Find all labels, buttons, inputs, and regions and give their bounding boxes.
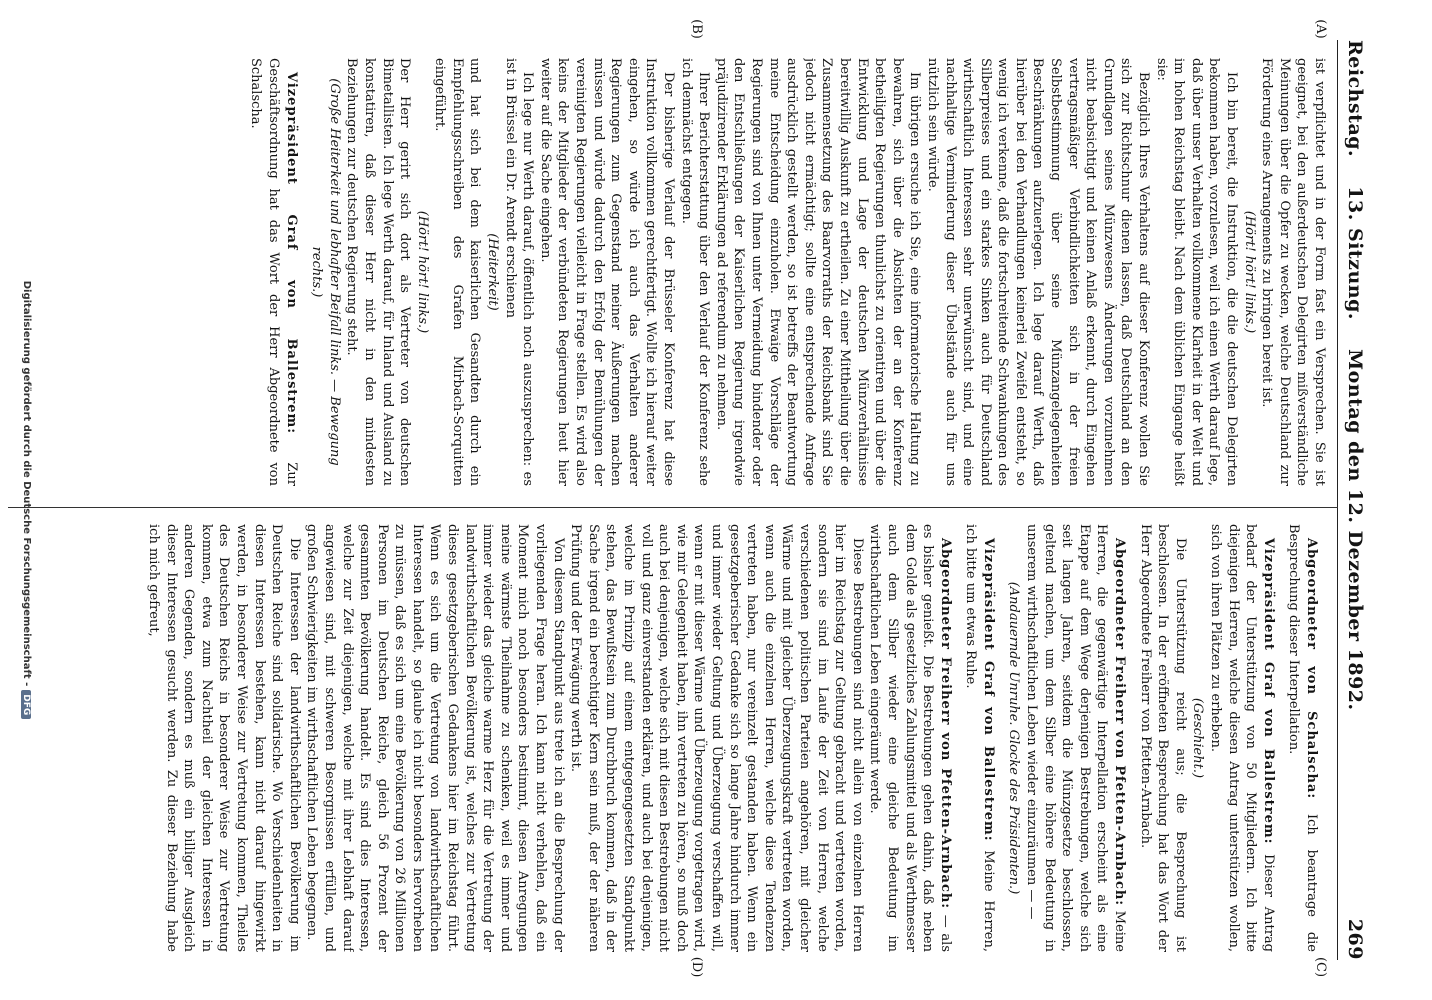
running-head-date: Montag den 12. Dezember 1892. [1344,349,1366,711]
stage-direction: (Große Heiterkeit und lebhafter Beifall links. — Bewegung rechts.) [309,78,342,466]
speaker-name: Vizepräsident Graf von Ballestrem: [980,538,996,842]
left-column [6,58,1328,486]
speech-paragraph [1206,524,1276,952]
body-paragraph: Ihrer Berichterstattung über den Verlauf der Konferenz sehe ich demnächst entgegen. [678,58,712,486]
body-paragraph: und hat sich bei dem kaiserlichen Gesandten durch ein Empfehlungsschreiben des Grafen Mirbach-Sorquitten eingeführt. [432,58,483,486]
body-paragraph: ist verpflichtet und in der Form fast ein Versprechen. Sie ist geeignet, bei den außerdeutschen Delegirten mißverständliche Meinungen über die Opfer zu wecken, welche Deutschland zur Förderung eines Arrangements zu bringen bereit ist. [1259,58,1327,486]
speech-paragraph [866,524,954,952]
speech-text: Meine Herren, die gegenwärtige Interpellation erscheint als eine Etappe auf dem Wege derjenigen Bestrebungen, welche sich seit langen Jahren, seitdem die Münzgesetze beschlossen, geltend machen, um dem Silber eine höhere Bedeutung in unserem wirthschaftlichen Leben wieder einzuräumen — — [1024,524,1128,952]
margin-mark-d: (D) [689,956,704,978]
body-paragraph: Ich lege nur Werth darauf, öffentlich noch auszusprechen: es ist in Brüssel ein Dr. Arendt erschienen [502,58,536,486]
stage-direction: (Heiterkeit) [485,233,501,311]
running-head-session: 13. Sitzung. [1344,186,1366,320]
speech-text: Ich beantrage die Besprechung dieser Interpellation. [1286,524,1319,952]
margin-mark-a: (A) [1313,19,1328,39]
speech-paragraph [962,524,997,952]
body-paragraph: Im übrigen ersuche ich Sie, eine informatorische Haltung zu bewahren, sich über die Absichten der an der Konferenz betheiligten Regierungen thunlichst zu orientiren und über die Entwicklung und Lage der deutschen Münzverhältnisse bereitwillig Auskunft zu ertheilen. Zu einer Mittheilung über die Zusammensetzung des Baarvorraths der Reichsbank sind Sie jedoch nicht ermächtigt; sollte eine entsprechende Anfrage ausdrücklich gestellt werden, so ist betreffs der Beantwortung meine Entscheidung einzuholen. Etwaige Vorschläge der Regierungen sind von Ihnen unter Vermeidung bindender oder den Entschließungen der Kaiserlichen Regierung irgendwie präjudizirender Erklärungen ad referendum zu nehmen. [713,58,923,486]
running-head [1342,40,1368,960]
body-paragraph: Der bisherige Verlauf der Brüsseler Konferenz hat diese Instruktion vollkommen gerechtfertigt. Wollte ich hierauf weiter eingehen, so würde ich auch das Verhalten anderer Regierungen zum Gegenstand meiner Äußerungen machen müssen und würde dadurch den Erfolg der Bemühungen der vereinigten Regierungen vielleicht in Frage stellen. Es wird also keins der Mitglieder der verbündeten Regierungen heut hier weiter auf die Sache eingehen. [537,58,677,486]
body-paragraph: Bezüglich Ihres Verhaltens auf dieser Konferenz wollen Sie sich zur Richtschnur dienen lassen, daß Deutschland an den Grundlagen seines Münzwesens Änderungen vorzunehmen nicht beabsichtigt und keinen Anlaß erkennt, durch Eingehen vertragsmäßiger Verbindlichkeiten sich in der freien Selbstbestimmung über seine Münzangelegenheiten Beschränkungen aufzuerlegen. Ich lege darauf Werth, daß hierüber bei den Verhandlungen keinerlei Zweifel entsteht, so wenig ich verkenne, daß die fortschreitende Schwankungen des Silberpreises und ein starkes Sinken auch für Deutschland wirthschaftlich Interessen sehr unerwünscht sind, und eine nachhaltige Verminderung dieser Übelstände auch für uns nützlich sein würde. [924,58,1152,486]
stage-direction: (Hört! hört! links.) [1241,210,1257,334]
body-paragraph: Der Herr gerirt sich dort als Vertreter von deutschen Bimetallisten. Ich lege Werth darauf, für Inland und Ausland zu konstatiren, daß dieser Herr nicht in den mindesten Beziehungen zur deutschen Regierung steht. [344,58,413,486]
stage-direction: (Hört! hört! links.) [414,210,430,334]
speech-text: Dieser Antrag bedarf der Unterstützung von 50 Mitgliedern. Ich bitte diejenigen Herren, welche diesen Antrag unterstützen wollen, sich von ihren Plätzen zu erheben. [1208,524,1276,952]
column-divider [8,507,1338,508]
dfg-logo: DFG [21,690,31,719]
running-head-title: Reichstag. [1344,40,1366,158]
speaker-name: Vizepräsident Graf von Ballestrem: [283,72,299,435]
speaker-name: Abgeordneter Freiherr von Pfetten-Arnbach: [1112,538,1128,907]
speaker-name: Abgeordneter Freiherr von Pfetten-Arnbach: [937,538,953,910]
body-paragraph: Diese Bestrebungen sind nicht allein von einzelnen Herren hier im Reichstag zur Geltung gebracht und vertreten worden, sondern sie sind im Laufe der Zeit von Herren, welche verschiedenen politischen Parteien angehören, mit gleicher Wärme und mit gleicher Überzeugungskraft vertreten worden, wenn auch die einzelnen Herren, welche diese Tendenzen vertreten haben, nur vereinzelt gestanden haben. Wenn ein gesetzgeberischer Gedanke sich so lange Jahre hindurch immer und immer wieder Geltung und Überzeugung verschaffen will, wenn er mit dieser Wärme und Überzeugung vorgetragen wird, wie mir Gelegenheit haben, ihn vertreten zu hören, so muß doch auch bei denjenigen, welche sich mit diesen Bestrebungen nicht voll und ganz einverstanden erklären, und auch bei denjenigen, welche im Prinzip auf einem entgegengesetzten Standpunkt stehen, das Bewußtsein zum Durchbruch kommen, daß in der Sache irgend ein berechtigter Kern sein muß, der der näheren Prüfung und der Erwägung werth ist. [568,524,865,952]
header-rule [1337,40,1338,960]
credit-text: Digitalisierung gefördert durch die Deutsche Forschungsgemeinschaft - [21,280,32,687]
speech-paragraph [1023,524,1129,952]
margin-mark-c: (C) [1313,956,1328,978]
digitization-credit [21,36,32,964]
stage-direction: (Andauernde Unruhe. Glocke des Präsidenten.) [1006,581,1022,895]
body-paragraph: Die Interessen der landwirthschaftlichen Bevölkerung im Deutschen Reiche sind solidarische. Wo Verschiedenheiten in diesen Interessen bestehen, kann nicht darauf hingewirkt werden, in besonderer Weise zur Vertretung kommen, Theiles des Deutschen Reichs in besonderer Weise zur Vertretung kommen, etwa zum Nachtheil der gleichen Interessen in anderen Gegenden, sondern es muß ein billiger Ausgleich dieser Interessen gesucht werden. Zu dieser Beziehung habe ich mich gefreut, [146,524,302,952]
page-number: 269 [1344,918,1366,960]
stage-direction: (Geschieht.) [1190,697,1206,779]
speech-text: — als es bisher genießt. Die Bestrebungen gehen dahin, daß neben dem Golde als gesetzliches Zahlungsmittel und als Werthmesser auch dem Silber wieder eine gleiche Bedeutung im wirthschaftlichen Leben eingeräumt werde. [867,524,953,952]
speaker-name: Vizepräsident Graf von Ballestrem: [1260,538,1276,845]
right-column [6,524,1328,952]
body-paragraph: Von diesem Standpunkt aus trete ich an die Besprechung der vorliegenden Frage heran. Ich kann nicht verhehlen, daß ein Moment mich noch besonders bestimmt, diesen Anregungen meine wärmste Theilnahme zu schenken, weil es immer und immer wieder das gleiche warme Herz für die Vertretung der landwirthschaftlichen Bevölkerung ist, welches zur Vertretung dieses gesetzgeberischen Gedankens hier im Reichstag führt. Wenn es sich um die Vertretung von landwirthschaftlichen Interessen handelt, so glaube ich nicht besonders hervorheben zu müssen, daß es sich um eine Bevölkerung von 26 Millionen Personen im Deutschen Reiche, gleich 56 Prozent der gesammten Bevölkerung handelt. Es sind dies Interessen, welche zur Zeit diejenigen, welche mit ihrer Lebhaft darauf angewiesen sind, mit schweren Besorgnissen erfüllen, und großen Schwierigkeiten im wirthschaftlichen Leben begegnen. [304,524,566,952]
speech-paragraph [247,58,300,486]
body-paragraph: Ich bin bereit, die Instruktion, die die deutschen Delegirten bekommen haben, vorzulesen, weil ich einen Werth darauf lege, daß über unser Verhalten vollkommene Klarheit in der Welt und im hohen Reichstag bleibt. Nach dem üblichen Eingange heißt sie: [1153,58,1240,486]
speech-text: Zur Geschäftsordnung hat das Wort der Herr Abgeordnete von Schalscha. [248,58,299,486]
running-head-left [1342,40,1368,733]
speech-paragraph [1285,524,1320,952]
speech-text: Meine Herren, ich bitte um etwas Ruhe. [963,524,996,952]
speaker-name: Abgeordneter von Schalscha: [1304,538,1319,800]
body-paragraph: Die Unterstützung reicht aus; die Besprechung ist beschlossen. In der eröffneten Besprechung hat das Wort der Herr Abgeordnete Freiherr von Pfetten-Arnbach. [1137,524,1188,952]
margin-mark-b: (B) [689,19,704,39]
